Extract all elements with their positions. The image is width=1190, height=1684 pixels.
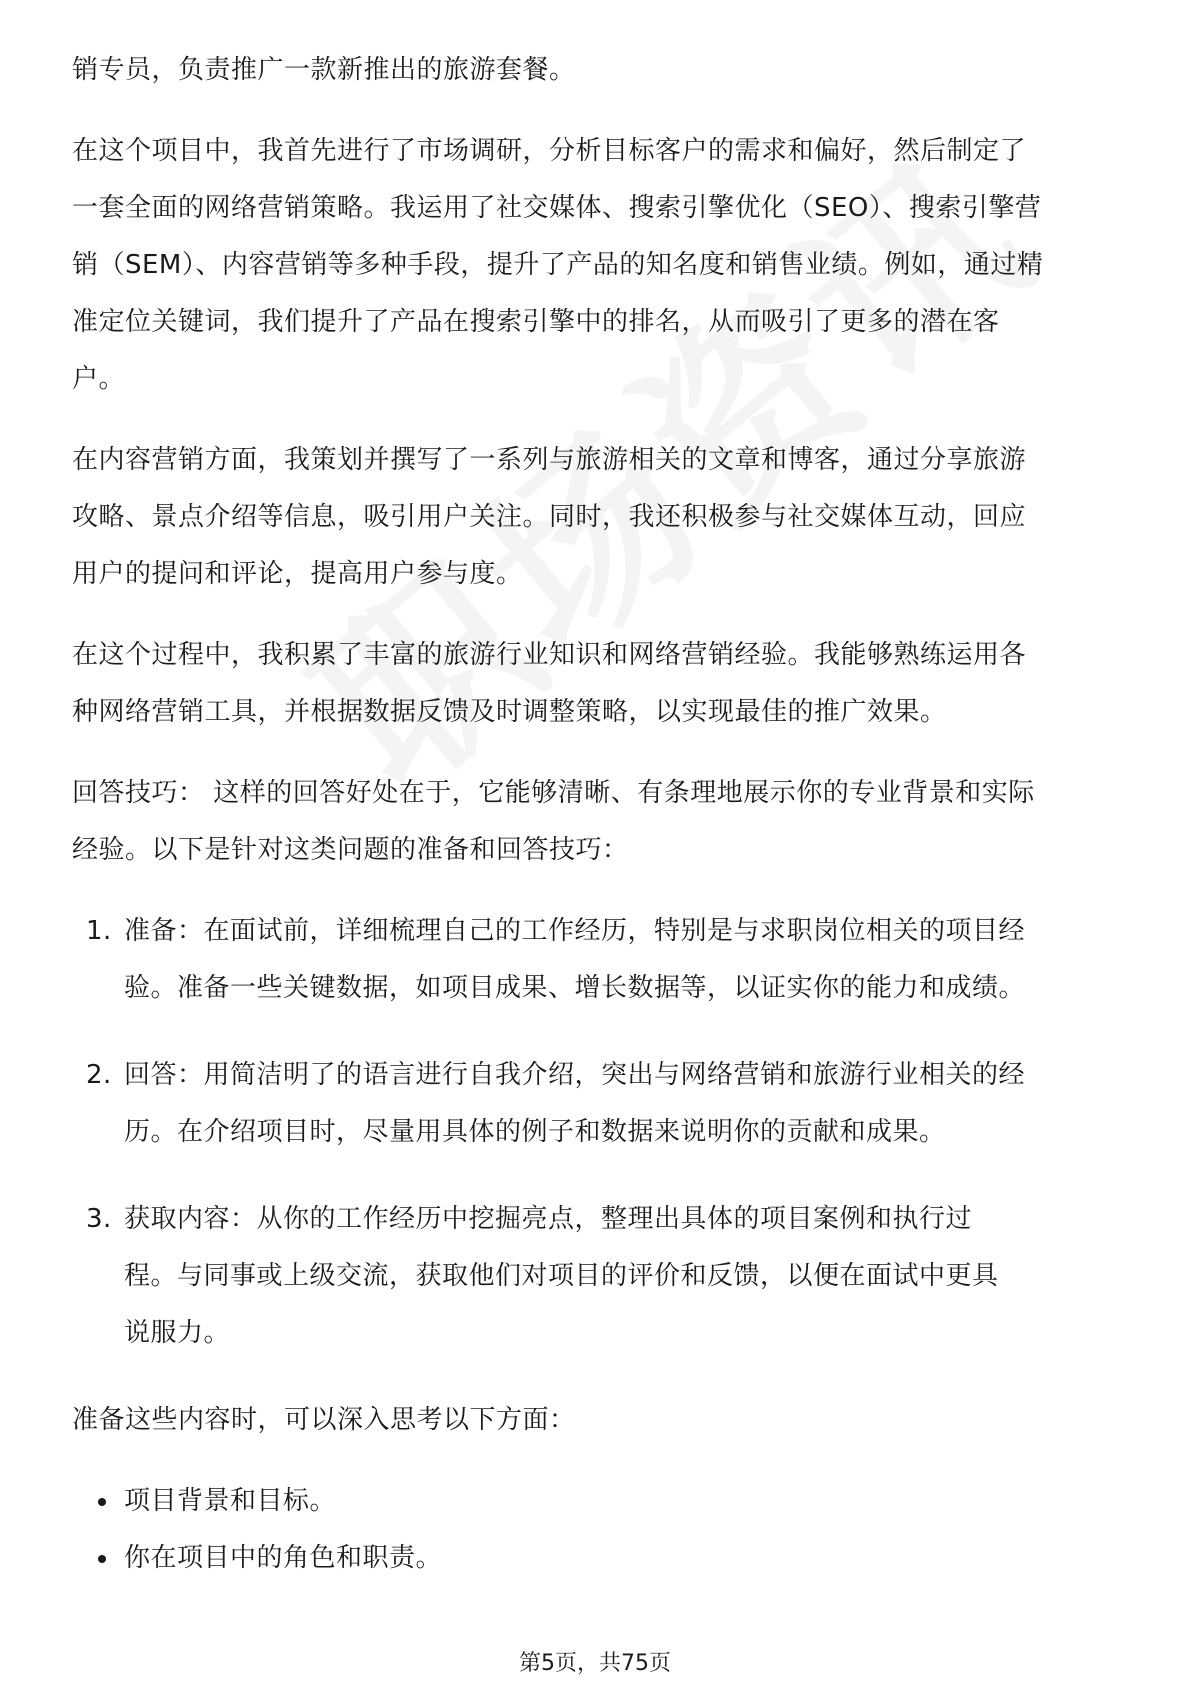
bullet-text: 项目背景和目标。 — [124, 1486, 337, 1516]
bullet-text: 你在项目中的角色和职责。 — [124, 1543, 443, 1573]
bullet-item — [72, 1473, 1132, 1530]
bullet-item — [72, 1530, 1132, 1587]
bullet-icon — [98, 1498, 106, 1506]
paragraph-content-marketing: 在内容营销方面，我策划并撰写了一系列与旅游相关的文章和博客，通过分享旅游攻略、景点介绍等信息，吸引用户关注。同时，我还积极参与社交媒体互动，回应用户的提问和评论，提高用户参与度。 — [72, 445, 1027, 589]
list-item-text: 回答：用简洁明了的语言进行自我介绍，突出与网络营销和旅游行业相关的经历。在介绍项目时，尽量用具体的例子和数据来说明你的贡献和成果。 — [124, 1060, 1026, 1147]
page-footer: 第5页，共75页 — [519, 1651, 671, 1676]
paragraph-intro: 销专员，负责推广一款新推出的旅游套餐。 — [72, 55, 576, 85]
list-item — [72, 1191, 1019, 1362]
list-item-text: 获取内容：从你的工作经历中挖掘亮点，整理出具体的项目案例和执行过程。与同事或上级交流，获取他们对项目的评价和反馈，以便在面试中更具说服力。 — [124, 1204, 999, 1348]
list-number: 2. — [86, 1060, 112, 1090]
list-number: 1. — [86, 916, 112, 946]
list-item-text: 准备：在面试前，详细梳理自己的工作经历，特别是与求职岗位相关的项目经验。准备一些关键数据，如项目成果、增长数据等，以证实你的能力和成绩。 — [124, 916, 1026, 1003]
paragraph-prep-intro: 准备这些内容时，可以深入思考以下方面： — [72, 1405, 576, 1435]
list-item — [72, 1047, 1044, 1161]
paragraph-project: 在这个项目中，我首先进行了市场调研，分析目标客户的需求和偏好，然后制定了一套全面的网络营销策略。我运用了社交媒体、搜索引擎优化（SEO）、搜索引擎营销（SEM）、内容营销等多种手段，提升了产品的知名度和销售业绩。例如，通过精准定位关键词，我们提升了产品在搜索引擎中的排名，从而吸引了更多的潜在客户。 — [72, 136, 1044, 394]
bullet-icon — [98, 1555, 106, 1563]
paragraph-answer-tips: 回答技巧： 这样的回答好处在于，它能够清晰、有条理地展示你的专业背景和实际经验。以下是针对这类问题的准备和回答技巧： — [72, 778, 1035, 865]
list-item — [72, 903, 1044, 1017]
paragraph-experience: 在这个过程中，我积累了丰富的旅游行业知识和网络营销经验。我能够熟练运用各种网络营销工具，并根据数据反馈及时调整策略，以实现最佳的推广效果。 — [72, 640, 1027, 727]
document-body — [72, 42, 1132, 1587]
prep-bullet-list — [72, 1473, 1132, 1587]
list-number: 3. — [86, 1204, 112, 1234]
tips-numbered-list — [72, 903, 1132, 1362]
